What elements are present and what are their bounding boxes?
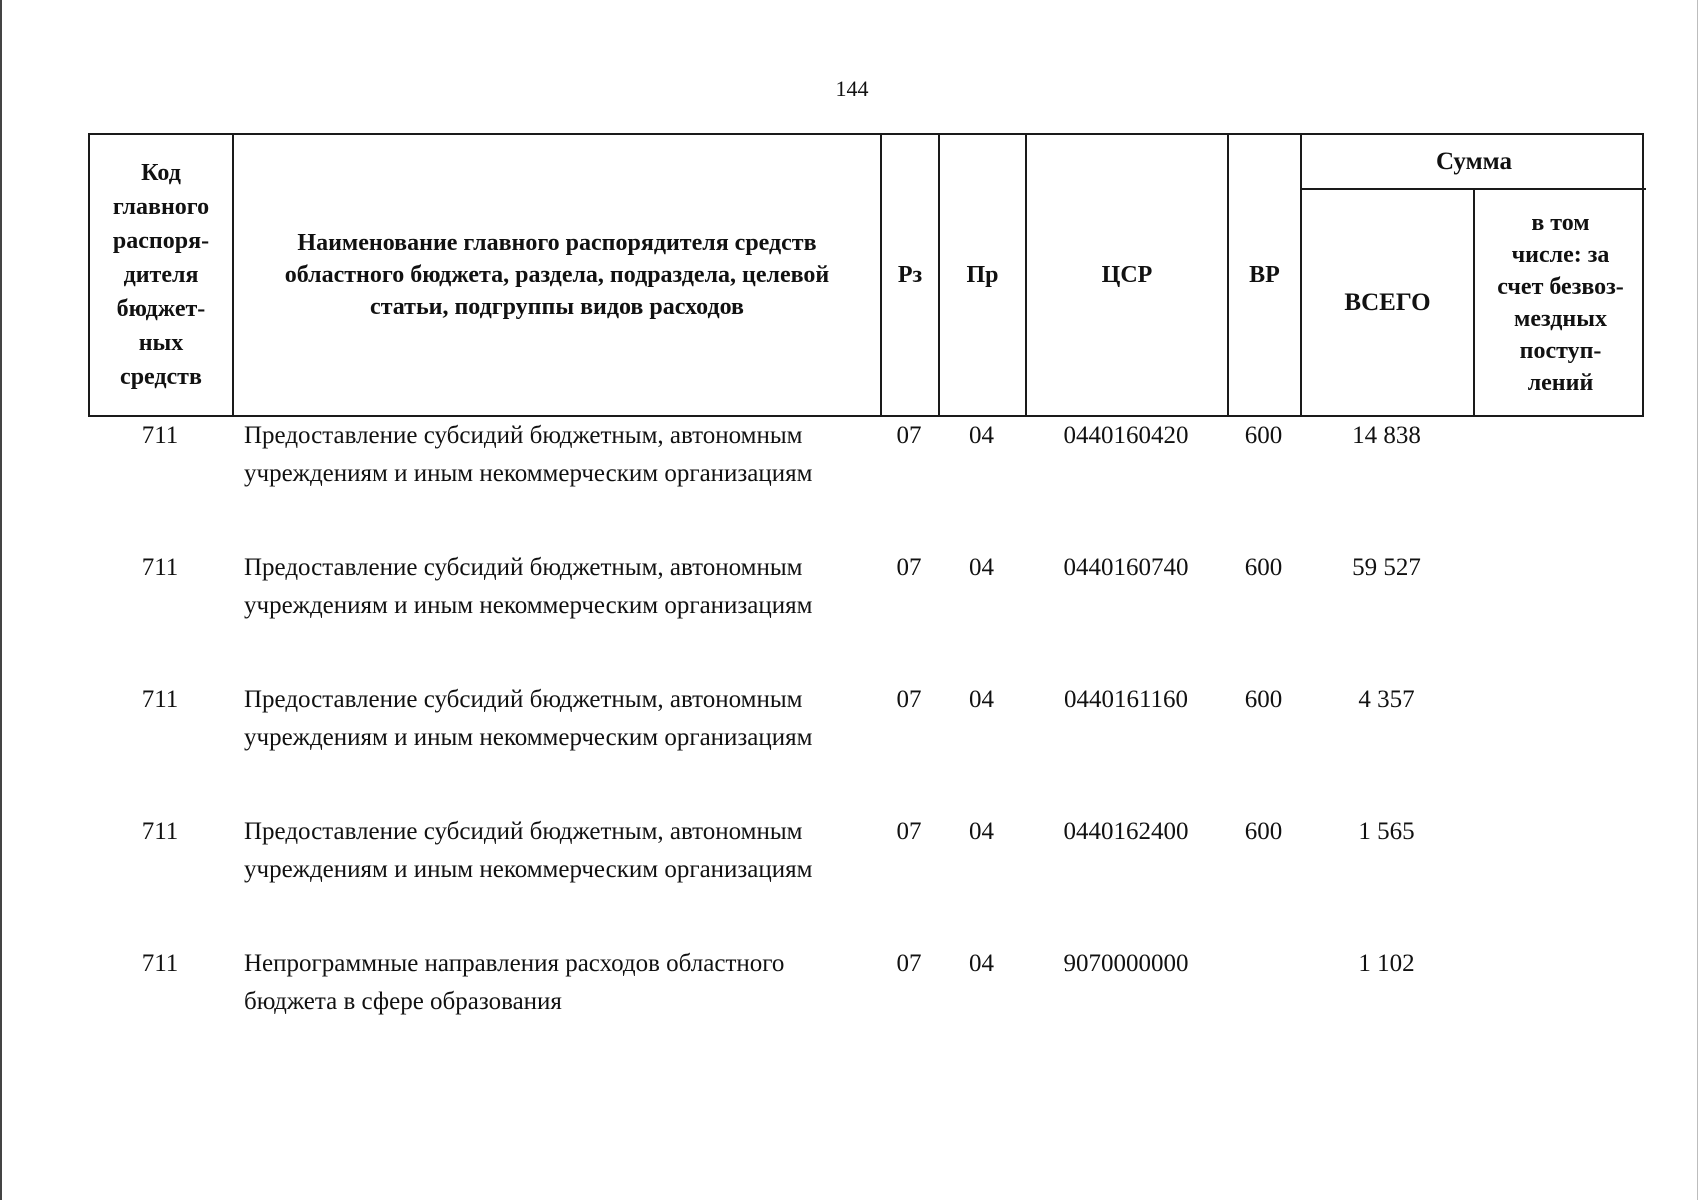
header-vr-text: ВР <box>1249 262 1280 288</box>
header-pr-text: Пр <box>966 262 999 288</box>
row-vr: 600 <box>1244 686 1283 713</box>
scan-edge-left <box>0 0 2 1200</box>
header-vtom-text: в том числе: за счет безвоз-мездных поступ-лений <box>1497 209 1624 396</box>
header-vsego <box>1302 190 1475 415</box>
row-vr: 600 <box>1244 818 1283 845</box>
header-rz-text: Рз <box>897 262 923 288</box>
header-kod <box>90 135 234 415</box>
header-pr <box>940 135 1027 415</box>
table-row <box>88 549 1644 681</box>
header-csr-text: ЦСР <box>1101 262 1153 288</box>
row-vr: 600 <box>1244 554 1283 581</box>
row-pr: 04 <box>969 950 994 977</box>
row-rz: 07 <box>896 422 922 449</box>
header-summa <box>1302 135 1646 190</box>
row-vsego: 4 357 <box>1358 686 1415 713</box>
row-kod: 711 <box>141 422 179 449</box>
row-name: Предоставление субсидий бюджетным, автономным учреждениям и иным некоммерческим организациям <box>244 818 813 883</box>
table-body <box>88 417 1644 1041</box>
header-csr <box>1027 135 1229 415</box>
row-csr: 0440161160 <box>1063 686 1189 713</box>
table-row <box>88 813 1644 945</box>
header-name-text: Наименование главного распорядителя средств областного бюджета, раздела, подраздела, целевой статьи, подгруппы видов расходов <box>284 230 830 320</box>
row-rz: 07 <box>896 554 922 581</box>
row-rz: 07 <box>896 686 922 713</box>
row-csr: 0440160420 <box>1063 422 1189 449</box>
header-kod-text: Код главного распоря-дителя бюджет-ных средств <box>112 160 210 390</box>
row-csr: 0440162400 <box>1063 818 1189 845</box>
row-rz: 07 <box>896 950 922 977</box>
row-vsego: 14 838 <box>1352 422 1421 449</box>
row-vsego: 1 102 <box>1358 950 1415 977</box>
row-pr: 04 <box>969 422 994 449</box>
row-pr: 04 <box>969 554 994 581</box>
row-vr: 600 <box>1244 422 1283 449</box>
row-pr: 04 <box>969 818 994 845</box>
header-vr <box>1229 135 1302 415</box>
table-row <box>88 417 1644 549</box>
row-name: Предоставление субсидий бюджетным, автономным учреждениям и иным некоммерческим организациям <box>244 554 813 619</box>
page-number: 144 <box>835 76 869 101</box>
row-pr: 04 <box>969 686 994 713</box>
row-name: Непрограммные направления расходов областного бюджета в сфере образования <box>244 950 785 1015</box>
row-rz: 07 <box>896 818 922 845</box>
row-vsego: 59 527 <box>1352 554 1421 581</box>
header-vtom <box>1475 190 1646 415</box>
table-row <box>88 681 1644 813</box>
row-kod: 711 <box>141 818 179 845</box>
row-csr: 9070000000 <box>1063 950 1189 977</box>
row-kod: 711 <box>141 686 179 713</box>
header-summa-group <box>1302 135 1646 415</box>
header-summa-text: Сумма <box>1436 147 1512 175</box>
table-row <box>88 945 1644 1041</box>
row-csr: 0440160740 <box>1063 554 1189 581</box>
row-kod: 711 <box>141 554 179 581</box>
header-name <box>234 135 882 415</box>
scan-edge-right <box>1697 0 1698 1200</box>
row-name: Предоставление субсидий бюджетным, автономным учреждениям и иным некоммерческим организациям <box>244 686 813 751</box>
header-vsego-text: ВСЕГО <box>1344 288 1431 316</box>
row-name: Предоставление субсидий бюджетным, автономным учреждениям и иным некоммерческим организациям <box>244 422 813 487</box>
header-rz <box>882 135 940 415</box>
row-vsego: 1 565 <box>1358 818 1415 845</box>
row-kod: 711 <box>141 950 179 977</box>
table-header <box>88 133 1644 417</box>
